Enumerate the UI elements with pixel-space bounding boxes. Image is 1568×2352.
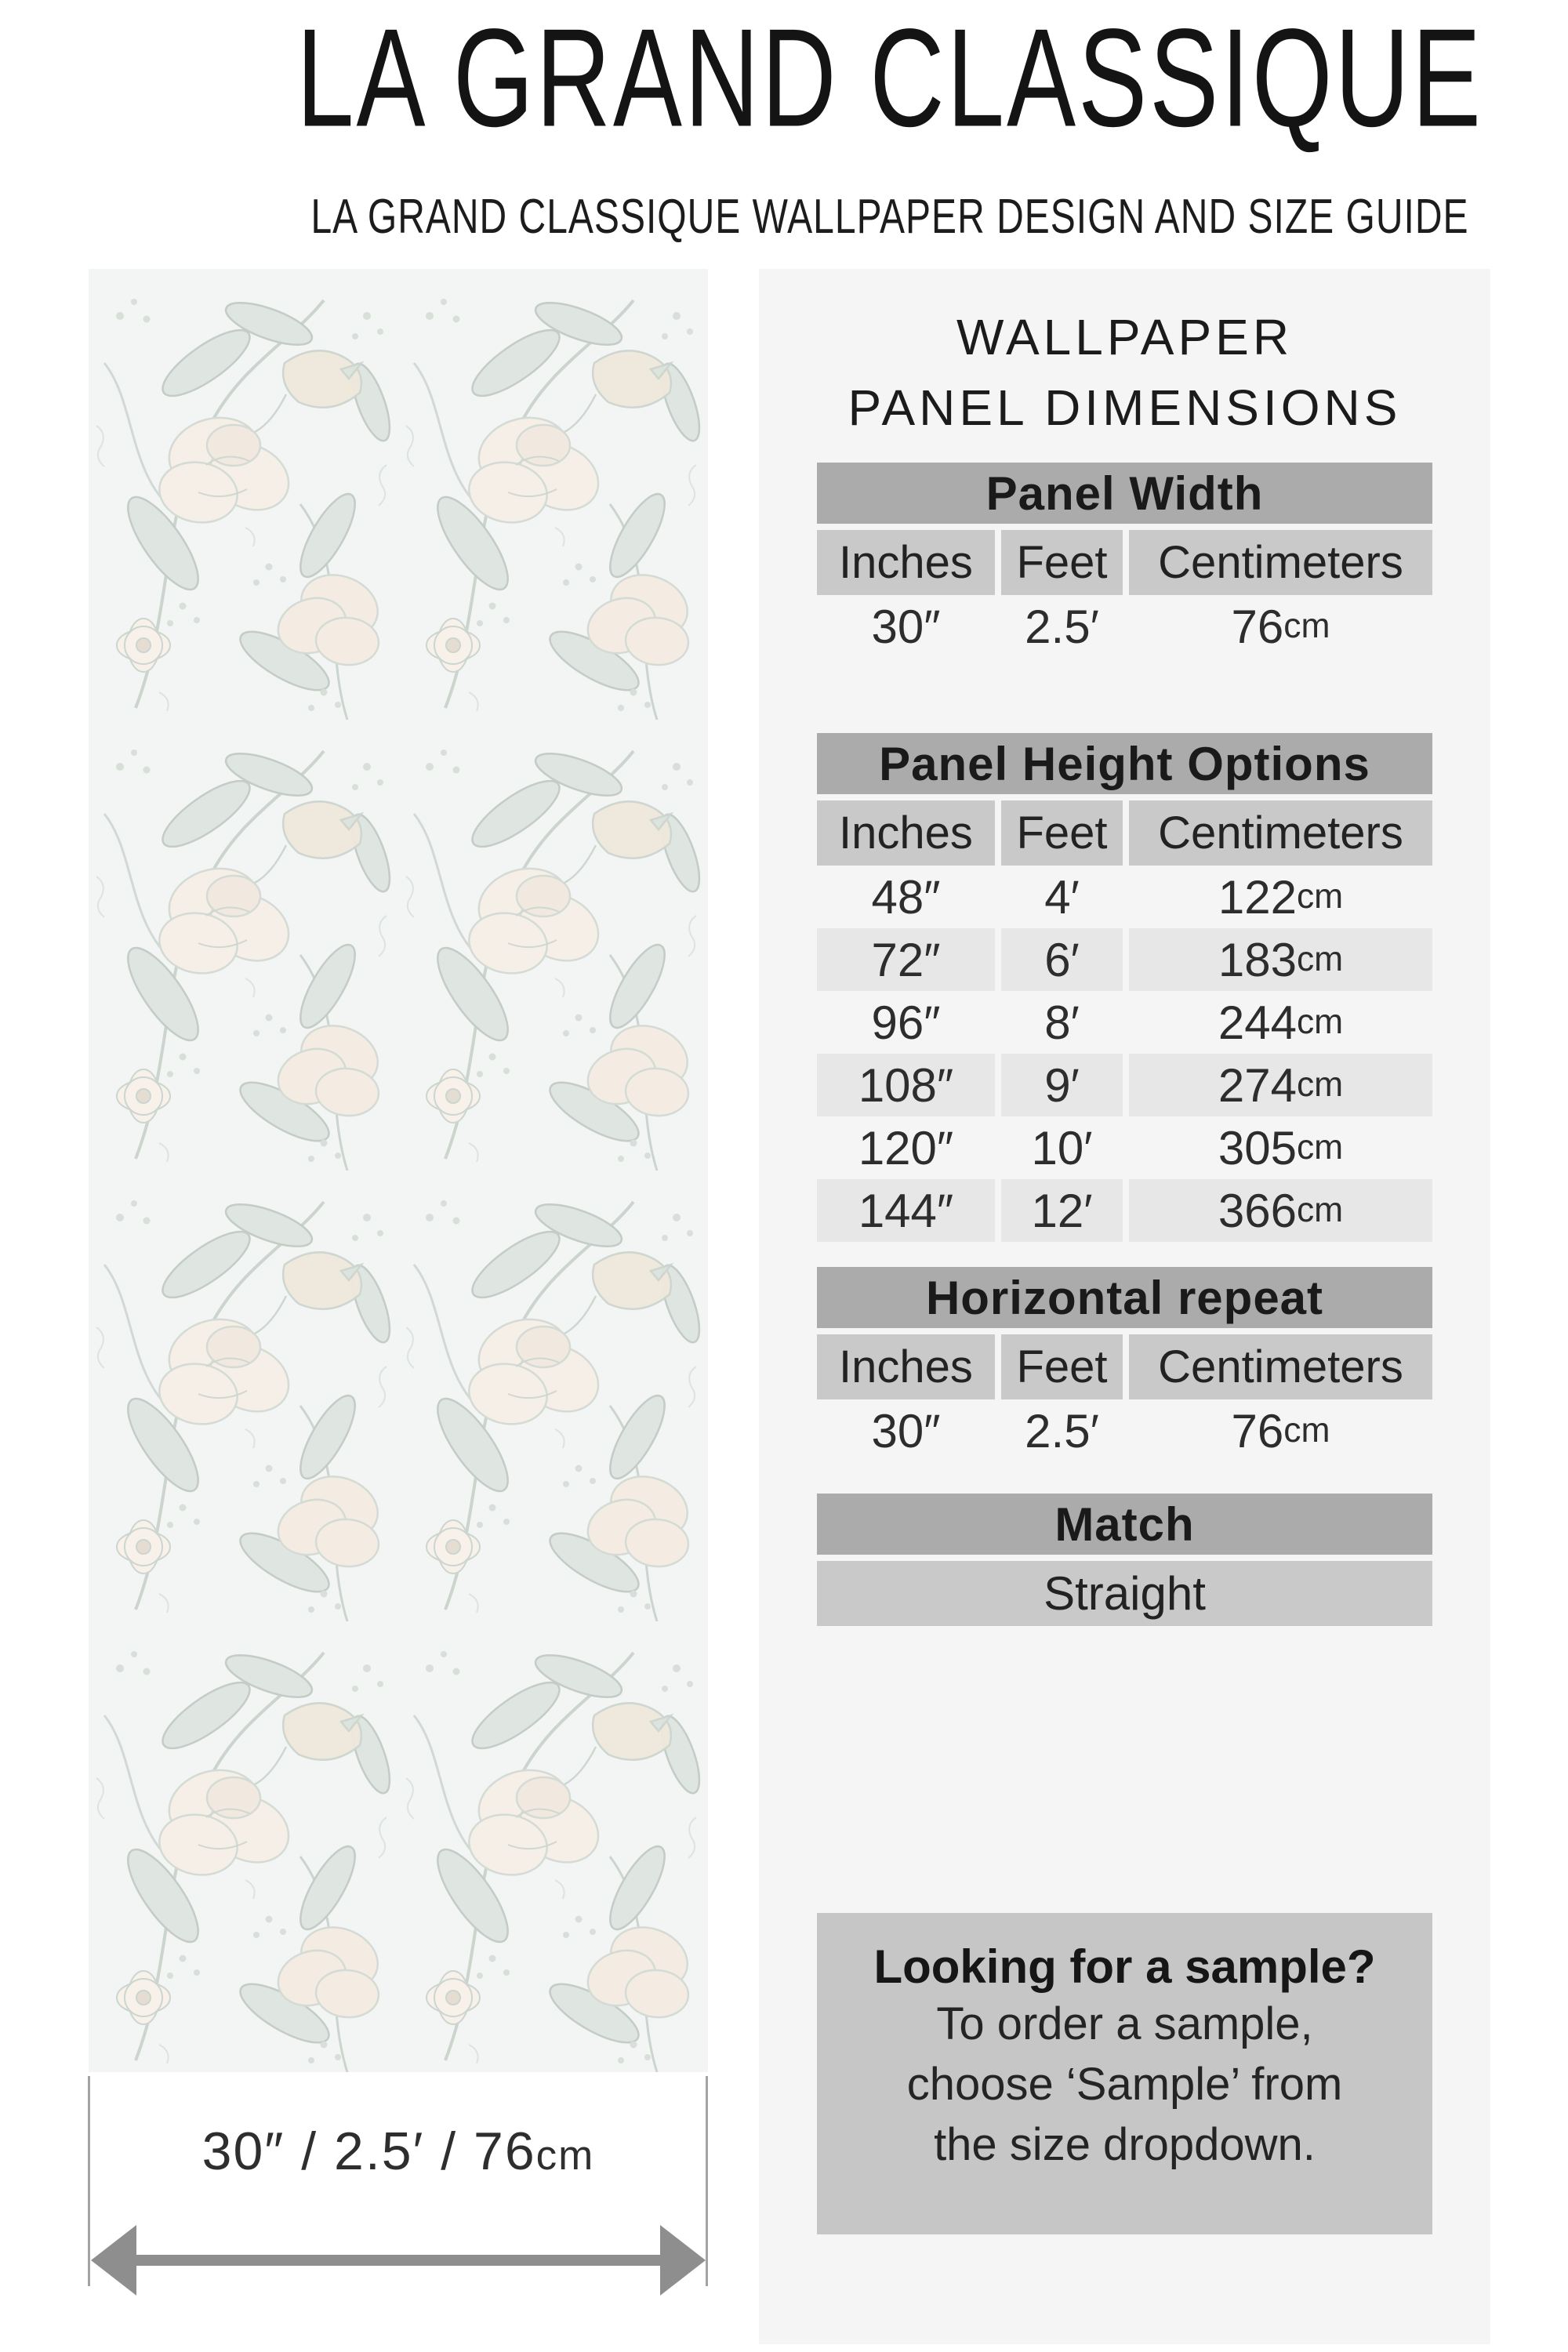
panel-width-dimension-unit: cm — [535, 2132, 595, 2179]
repeat-cm-value — [1129, 1399, 1432, 1462]
column-header-inches: Inches — [817, 800, 995, 866]
cm-number: 274 — [1218, 1058, 1297, 1112]
panel-height-column-headers — [817, 800, 1432, 866]
cm-number: 76 — [1231, 600, 1284, 653]
sample-box-line: choose ‘Sample’ from — [906, 2059, 1343, 2110]
guide-heading-line2: PANEL DIMENSIONS — [848, 379, 1402, 436]
column-header-centimeters: Centimeters — [1129, 530, 1432, 595]
table-row — [817, 1116, 1432, 1179]
cm-number: 366 — [1218, 1184, 1297, 1237]
table-row — [817, 991, 1432, 1054]
match-table-title: Match — [817, 1494, 1432, 1555]
panel-width-feet-value: 2.5′ — [1025, 600, 1099, 653]
sample-box-line: To order a sample, — [936, 1998, 1313, 2049]
table-row — [817, 866, 1432, 928]
size-guide-panel — [759, 269, 1490, 2344]
panel-height-table-title: Panel Height Options — [817, 733, 1432, 794]
column-header-inches: Inches — [817, 530, 995, 595]
height-cm-value — [1129, 1179, 1432, 1242]
column-header-feet: Feet — [1001, 530, 1123, 595]
cm-unit: cm — [1283, 1411, 1330, 1450]
height-inches-value: 48″ — [871, 870, 941, 924]
cm-unit: cm — [1296, 1003, 1344, 1041]
height-cm-value — [1129, 991, 1432, 1054]
cm-number: 76 — [1231, 1404, 1284, 1457]
panel-height-table — [817, 733, 1432, 1242]
cm-unit: cm — [1296, 1128, 1344, 1167]
cm-unit: cm — [1296, 877, 1344, 916]
table-row — [817, 1399, 1432, 1462]
page-title: LA GRAND CLASSIQUE — [296, 0, 1483, 156]
height-inches-value: 108″ — [817, 1054, 995, 1116]
column-header-centimeters: Centimeters — [1129, 1334, 1432, 1399]
table-row — [817, 1054, 1432, 1116]
panel-width-table-title: Panel Width — [817, 463, 1432, 524]
wallpaper-floral-pattern — [89, 269, 708, 2072]
column-header-feet: Feet — [1001, 800, 1123, 866]
height-feet-value: 4′ — [1044, 870, 1080, 924]
cm-number: 122 — [1218, 870, 1297, 924]
right-arrowhead-icon — [660, 2225, 706, 2296]
column-header-centimeters: Centimeters — [1129, 800, 1432, 866]
repeat-inches-value: 30″ — [871, 1404, 941, 1457]
height-feet-value: 8′ — [1044, 996, 1080, 1049]
repeat-feet-value: 2.5′ — [1025, 1404, 1099, 1457]
panel-width-inches-value: 30″ — [871, 600, 941, 653]
cm-unit: cm — [1296, 1065, 1344, 1104]
sample-info-box — [817, 1913, 1432, 2234]
panel-width-cm-value — [1129, 595, 1432, 658]
guide-heading — [759, 302, 1490, 443]
panel-width-table — [817, 463, 1432, 658]
match-value: Straight — [817, 1561, 1432, 1626]
height-inches-value: 120″ — [858, 1121, 954, 1174]
height-feet-value: 9′ — [1001, 1054, 1123, 1116]
table-row — [817, 1179, 1432, 1242]
page-subtitle: LA GRAND CLASSIQUE WALLPAPER DESIGN AND SIZE GUIDE — [310, 190, 1469, 245]
cm-unit: cm — [1296, 1191, 1344, 1229]
cm-unit: cm — [1283, 607, 1330, 645]
height-feet-value: 6′ — [1001, 928, 1123, 991]
table-row — [817, 928, 1432, 991]
height-cm-value — [1129, 1054, 1432, 1116]
cm-number: 244 — [1218, 996, 1297, 1049]
arrow-shaft — [122, 2255, 674, 2266]
height-inches-value: 96″ — [871, 996, 941, 1049]
width-double-arrow — [91, 2225, 706, 2296]
table-row — [817, 595, 1432, 658]
panel-width-dimension-value: 30″ / 2.5′ / 76 — [201, 2122, 536, 2181]
column-header-feet: Feet — [1001, 1334, 1123, 1399]
cm-unit: cm — [1296, 940, 1344, 978]
height-feet-value: 12′ — [1001, 1179, 1123, 1242]
height-cm-value — [1129, 866, 1432, 928]
horizontal-repeat-table-title: Horizontal repeat — [817, 1267, 1432, 1328]
height-feet-value: 10′ — [1031, 1121, 1093, 1174]
panel-width-column-headers — [817, 530, 1432, 595]
column-header-inches: Inches — [817, 1334, 995, 1399]
height-inches-value: 72″ — [817, 928, 995, 991]
height-inches-value: 144″ — [817, 1179, 995, 1242]
guide-heading-line1: WALLPAPER — [956, 309, 1294, 365]
match-table — [817, 1494, 1432, 1626]
cm-number: 305 — [1218, 1121, 1297, 1174]
horizontal-repeat-column-headers — [817, 1334, 1432, 1399]
height-cm-value — [1129, 1116, 1432, 1179]
sample-box-line: the size dropdown. — [934, 2119, 1316, 2170]
sample-box-title: Looking for a sample? — [873, 1940, 1376, 1993]
cm-number: 183 — [1218, 933, 1297, 986]
height-cm-value — [1129, 928, 1432, 991]
horizontal-repeat-table — [817, 1267, 1432, 1462]
wallpaper-preview-panel — [89, 269, 708, 2072]
panel-width-dimension-label — [89, 2121, 708, 2182]
brand-header — [212, 0, 1568, 245]
